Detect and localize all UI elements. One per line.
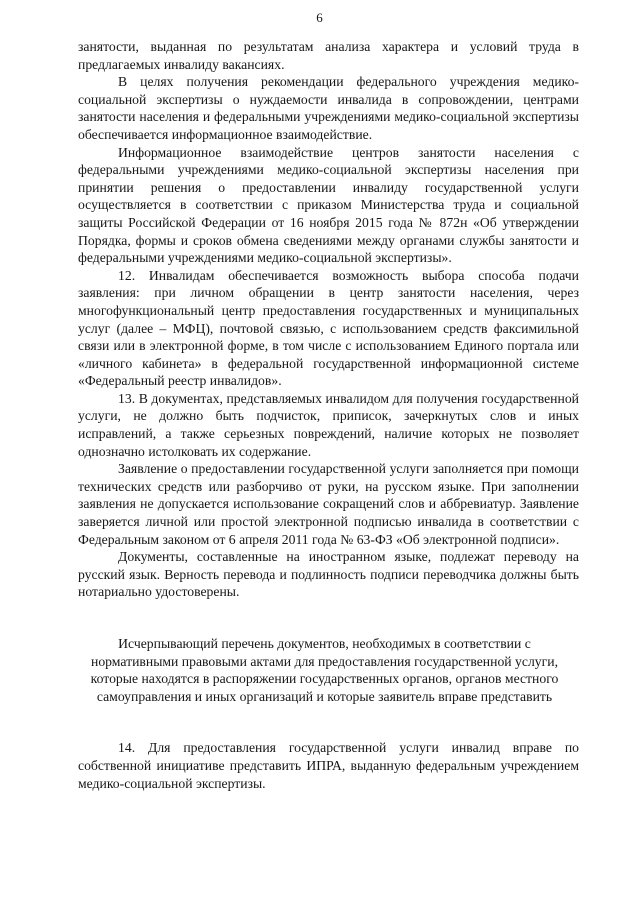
paragraph-foreign-documents: Документы, составленные на иностранном языке, подлежат переводу на русский язык. Верность перевода и подлинность подписи переводчика должны быть нотариально удостоверены.: [78, 549, 579, 600]
paragraph-clause-13: 13. В документах, представляемых инвалидом для получения государственной услуги, не должно быть подчисток, приписок, зачеркнутых слов и иных исправлений, а также серьезных повреждений, наличие которых не позволяет однозначно истолковать их содержание.: [78, 390, 579, 459]
paragraph-employment-recommendation: занятости, выданная по результатам анализа характера и условий труда в предлагаемых инвалиду вакансиях.: [78, 39, 579, 72]
paragraph-information-interaction-order: Информационное взаимодействие центров занятости населения с федеральными учреждениями медико-социальной экспертизы населения при принятии решения о предоставлении инвалиду государственной услуги осуществляется в соответствии с приказом Министерства труда и социальной защиты Российской Федерации от 16 ноября 2015 года № 872н «Об утверждении Порядка, формы и сроков обмена сведениями между органами службы занятости и федеральными учреждениями медико-социальной экспертизы».: [78, 144, 579, 266]
paragraph-information-interaction-purpose: В целях получения рекомендации федерального учреждения медико-социальной экспертизы о нуждаемости инвалида в сопровождении, центрами занятости населения и федеральными учреждениями медико-социальной экспертизы обеспечивается информационное взаимодействие.: [78, 74, 579, 142]
paragraph-clause-14: 14. Для предоставления государственной услуги инвалид вправе по собственной инициативе представить ИПРА, выданную федеральным учреждением медико-социальной экспертизы.: [78, 740, 579, 791]
page-number: 6: [316, 10, 323, 25]
document-body: [78, 38, 579, 792]
section-heading: Исчерпывающий перечень документов, необходимых в соответствии с нормативными правовыми актами для предоставления государственной услуги, которые находятся в распоряжении государственных органов, органов местного самоуправления и иных организаций и которые заявитель вправе представить: [90, 636, 559, 704]
paragraph-clause-12: 12. Инвалидам обеспечивается возможность выбора способа подачи заявления: при личном обращении в центр занятости населения, через многофункциональный центр предоставления государственных и муниципальных услуг (далее – МФЦ), почтовой связью, с использованием средств факсимильной связи или в электронной форме, в том числе с использованием Единого портала или «личного кабинета» в федеральной государственной информационной системе «Федеральный реестр инвалидов».: [78, 267, 579, 389]
paragraph-application-filling: Заявление о предоставлении государственной услуги заполняется при помощи технических средств или разборчиво от руки, на русском языке. При заполнении заявления не допускается использование сокращений слов и аббревиатур. Заявление заверяется личной или простой электронной подписью инвалида в соответствии с Федеральным законом от 6 апреля 2011 года № 63-ФЗ «Об электронной подписи».: [78, 461, 579, 547]
